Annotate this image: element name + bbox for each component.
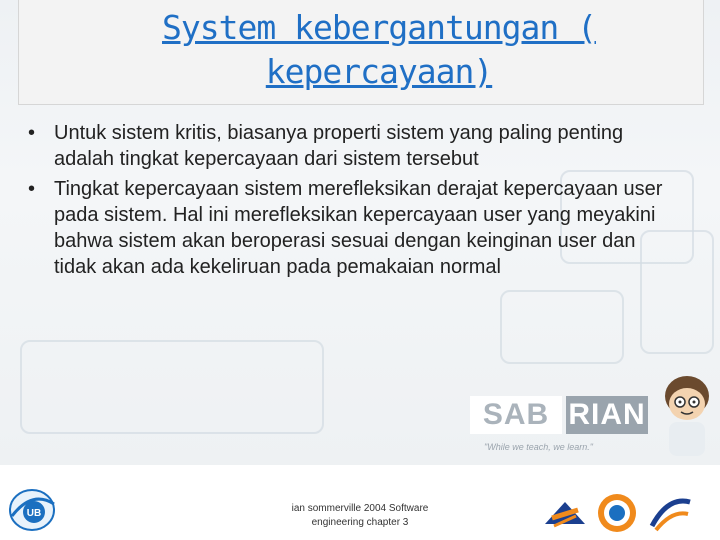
institution-logo-1-icon: [540, 494, 590, 534]
bullet-list: [28, 120, 668, 284]
bullet-text: Tingkat kepercayaan sistem merefleksikan derajat kepercayaan user pada sistem. Hal ini merefleksikan kepercayaan user yang meyakini bahwa sistem akan beroperasi sesuai dengan keinginan user dan tidak akan ada kekeliruan pada pemakaian normal: [54, 178, 663, 278]
bullet-text: Untuk sistem kritis, biasanya properti sistem yang paling penting adalah tingkat kepercayaan dari sistem tersebut: [54, 122, 624, 170]
bullet-marker: •: [28, 122, 36, 144]
brand-tagline: "While we teach, we learn.": [484, 442, 593, 452]
background-decoration: [20, 340, 324, 434]
institution-logo-2-icon: [596, 492, 638, 534]
ub-logo-text: UB: [26, 508, 42, 519]
bullet-item: [28, 176, 668, 280]
bullet-marker: •: [28, 178, 36, 200]
ub-logo-icon: [6, 486, 58, 534]
bullet-item: [28, 120, 668, 172]
footer-line-2: engineering chapter 3: [311, 517, 409, 528]
title-box: [18, 0, 704, 105]
footer-text: [270, 502, 450, 530]
brand-left-part: SAB: [470, 396, 562, 434]
mascot-cartoon-icon: [655, 370, 715, 460]
institution-logo-3-icon: [648, 492, 694, 534]
brand-right-part: RIAN: [566, 396, 648, 434]
slide-title: System kebergantungan ( kepercayaan): [162, 8, 596, 91]
background-decoration: [500, 290, 624, 364]
footer-line-1: ian sommerville 2004 Software: [291, 503, 429, 514]
